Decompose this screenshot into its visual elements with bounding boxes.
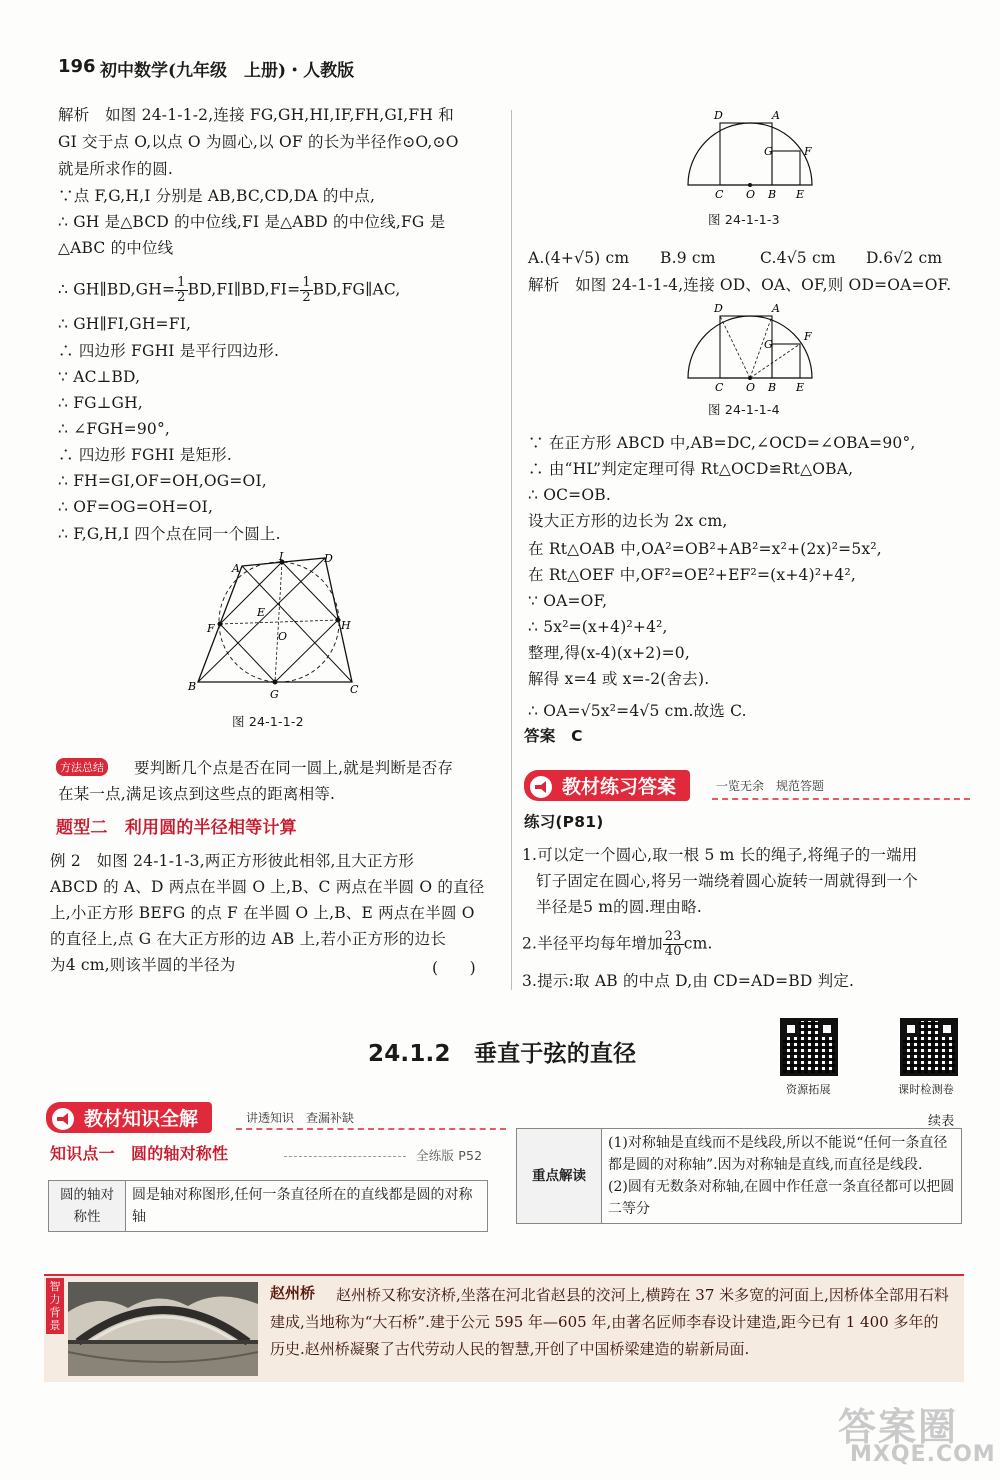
practice-item: 3.提示:取 AB 的中点 D,由 CD=AD=BD 判定.: [522, 972, 855, 990]
text-line: ∴ 四边形 FGHI 是矩形.: [58, 446, 232, 464]
figure-caption: 图 24-1-1-4: [708, 402, 780, 417]
knowledge-bar: 教材知识全解: [46, 1102, 212, 1133]
svg-text:D: D: [714, 302, 723, 315]
fig-label: G: [270, 688, 279, 700]
fig-label: O: [278, 630, 288, 643]
svg-text:D: D: [714, 109, 723, 122]
svg-text:E: E: [796, 381, 805, 394]
solution-line: ∴ 5x²=(x+4)²+4²,: [528, 618, 668, 636]
svg-text:F: F: [804, 330, 812, 343]
method-text: 要判断几个点是否在同一圆上,就是判断是否存: [134, 759, 454, 777]
text-line: 解析 如图 24-1-1-2,连接 FG,GH,HI,IF,FH,GI,FH 和: [58, 106, 454, 124]
megaphone-icon: [530, 776, 552, 798]
figure-caption: 图 24-1-1-3: [708, 212, 780, 227]
semicircle-figure-1: [680, 105, 820, 201]
knowledge-point-title: 知识点一 圆的轴对称性: [50, 1144, 229, 1163]
practice-bar-sub: 一览无余 规范答题: [716, 779, 825, 793]
fig-label: D: [324, 552, 333, 565]
key-points-table: [516, 1128, 962, 1224]
text-line: ∵ AC⊥BD,: [58, 368, 141, 386]
fig-label: C: [350, 683, 359, 696]
svg-text:O: O: [746, 188, 756, 201]
option-a: A.(4+√5) cm: [528, 249, 630, 267]
fig-label: F: [207, 622, 215, 635]
method-badge: 方法总结: [56, 758, 108, 776]
text-line: ∴ 四边形 FGHI 是平行四边形.: [58, 342, 280, 360]
svg-text:O: O: [746, 381, 756, 394]
svg-text:B: B: [768, 188, 777, 201]
text-line: ∴ FG⊥GH,: [58, 394, 143, 412]
footer-text: 赵州桥又称安济桥,坐落在河北省赵县的洨河上,横跨在 37 米多宽的河面上,因桥体全部用石料建成,当地称为“大石桥”.建于公元 595 年—605 年,由著名匠师李春设计建造,距今已有 1 400 多年的历史.赵州桥凝聚了古代劳动人民的智慧,开创了中国桥梁建造的崭新局面.: [270, 1286, 949, 1358]
watermark: 答案圈: [838, 1405, 959, 1449]
analysis-head: 解析 如图 24-1-1-4,连接 OD、OA、OF,则 OD=OA=OF.: [528, 276, 952, 294]
table-cell: (1)对称轴是直线而不是线段,所以不能说“任何一条直径都是圆的对称轴”.因为对称轴是直线,而直径是线段. (2)圆有无数条对称轴,在圆中作任意一条直径都可以把圆二等分: [602, 1129, 962, 1224]
example-line: 例 2 如图 24-1-1-3,两正方形彼此相邻,且大正方形: [50, 852, 415, 870]
solution-line: 整理,得(x-4)(x+2)=0,: [528, 644, 690, 662]
solution-line: ∴ OC=OB.: [528, 486, 611, 504]
megaphone-icon: [52, 1108, 74, 1130]
svg-text:E: E: [796, 188, 805, 201]
svg-text:A: A: [772, 302, 780, 315]
fig-label: I: [279, 550, 284, 563]
qr-code-resources[interactable]: [780, 1018, 838, 1076]
svg-text:A: A: [772, 109, 780, 122]
text-line: ∵点 F,G,H,I 分别是 AB,BC,CD,DA 的中点,: [58, 187, 376, 205]
continued-label: 续表: [928, 1114, 955, 1129]
practice-bar: 教材练习答案: [524, 770, 690, 801]
tag-label: 智力背景: [46, 1278, 64, 1334]
text-line: △ABC 的中位线: [58, 239, 174, 257]
table-head: 圆的轴对称性: [49, 1181, 126, 1232]
book-title: 初中数学(九年级 上册)・人教版: [100, 61, 355, 81]
knowledge-table: [48, 1180, 488, 1232]
text-line: ∴ OF=OG=OH=OI,: [58, 498, 214, 516]
semicircle-figure-2: [680, 298, 820, 394]
practice-item: 半径是5 m的圆.理由略.: [536, 898, 702, 916]
figure-caption: 图 24-1-1-2: [232, 714, 304, 729]
knowledge-bar-sub: 讲透知识 查漏补缺: [246, 1111, 355, 1125]
page-number: 196: [58, 56, 96, 77]
fig-label: A: [232, 562, 240, 575]
qr-label: 课时检测卷: [898, 1083, 954, 1096]
table-head: 重点解读: [517, 1129, 602, 1224]
practice-item-2: 2.半径平均每年增加 $\frac{23}{40}$ cm.: [522, 929, 713, 959]
solution-line: ∵ 在正方形 ABCD 中,AB=DC,∠OCD=∠OBA=90°,: [528, 434, 916, 452]
option-d: D.6√2 cm: [866, 249, 943, 267]
svg-text:F: F: [804, 145, 812, 158]
watermark-url: MXQE.COM: [850, 1442, 996, 1467]
answer-label: 答案 C: [524, 727, 583, 745]
quadrilateral-figure: [180, 550, 370, 700]
solution-line: 在 Rt△OEF 中,OF²=OE²+EF²=(x+4)²+4²,: [528, 566, 857, 584]
example-line: 上,小正方形 BEFG 的点 F 在半圆 O 上,B、E 两点在半圆 O: [50, 904, 475, 922]
text-line: ∴ GH 是△BCD 的中位线,FI 是△ABD 的中位线,FG 是: [58, 213, 446, 231]
svg-text:C: C: [715, 381, 724, 394]
fig-label: E: [257, 606, 266, 619]
fig-label: H: [341, 619, 351, 632]
section-title: 题型二 利用圆的半径相等计算: [56, 818, 297, 838]
option-b: B.9 cm: [660, 249, 716, 267]
solution-line: 设大正方形的边长为 2x cm,: [528, 512, 728, 530]
practice-item: 1.可以定一个圆心,取一根 5 m 长的绳子,将绳子的一端用: [522, 846, 918, 864]
text-line: ∴ GH∥FI,GH=FI,: [58, 315, 192, 333]
section-heading: 24.1.2 垂直于弦的直径: [368, 1041, 637, 1067]
svg-text:G: G: [764, 145, 773, 158]
text-line: ∴ FH=GI,OF=OH,OG=OI,: [58, 472, 267, 490]
option-c: C.4√5 cm: [760, 249, 836, 267]
solution-line: 在 Rt△OAB 中,OA²=OB²+AB²=x²+(2x)²=5x²,: [528, 540, 882, 558]
table-cell: 圆是轴对称图形,任何一条直径所在的直线都是圆的对称轴: [126, 1181, 488, 1232]
kp-reference: 全练版 P52: [416, 1148, 483, 1163]
bridge-illustration: [68, 1282, 258, 1376]
midline-equation: ∴ GH∥BD,GH= $\frac{1}{2}$ BD,FI∥BD,FI= $\frac{1}{2}$ BD,FG∥AC,: [58, 275, 401, 305]
qr-code-test[interactable]: [900, 1018, 958, 1076]
practice-title: 练习(P81): [524, 813, 604, 831]
answer-paren: ( ): [432, 959, 476, 977]
text-line: ∴ ∠FGH=90°,: [58, 420, 171, 438]
example-line: ABCD 的 A、D 两点在半圆 O 上,B、C 两点在半圆 O 的直径: [50, 878, 485, 896]
fig-label: B: [188, 680, 197, 693]
svg-text:B: B: [768, 381, 777, 394]
text-line: GI 交于点 O,以点 O 为圆心,以 OF 的长为半径作⊙O,⊙O: [58, 133, 459, 151]
qr-label: 资源拓展: [786, 1083, 831, 1096]
method-text: 在某一点,满足该点到这些点的距离相等.: [58, 785, 336, 803]
solution-line: ∴ OA=√5x²=4√5 cm.故选 C.: [528, 702, 747, 720]
practice-item: 钉子固定在圆心,将另一端绕着圆心旋转一周就得到一个: [536, 872, 918, 890]
svg-text:G: G: [764, 338, 773, 351]
solution-line: ∵ OA=OF,: [528, 592, 608, 610]
example-line: 为4 cm,则该半圆的半径为: [50, 956, 236, 974]
example-line: 的直径上,点 G 在大正方形的边 AB 上,若小正方形的边长: [50, 930, 447, 948]
footer-title: 赵州桥: [270, 1284, 316, 1302]
text-line: 就是所求作的圆.: [58, 160, 174, 178]
solution-line: 解得 x=4 或 x=-2(舍去).: [528, 670, 710, 688]
solution-line: ∴ 由“HL”判定定理可得 Rt△OCD≌Rt△OBA,: [528, 460, 854, 478]
svg-text:C: C: [715, 188, 724, 201]
text-line: ∴ F,G,H,I 四个点在同一个圆上.: [58, 525, 281, 543]
